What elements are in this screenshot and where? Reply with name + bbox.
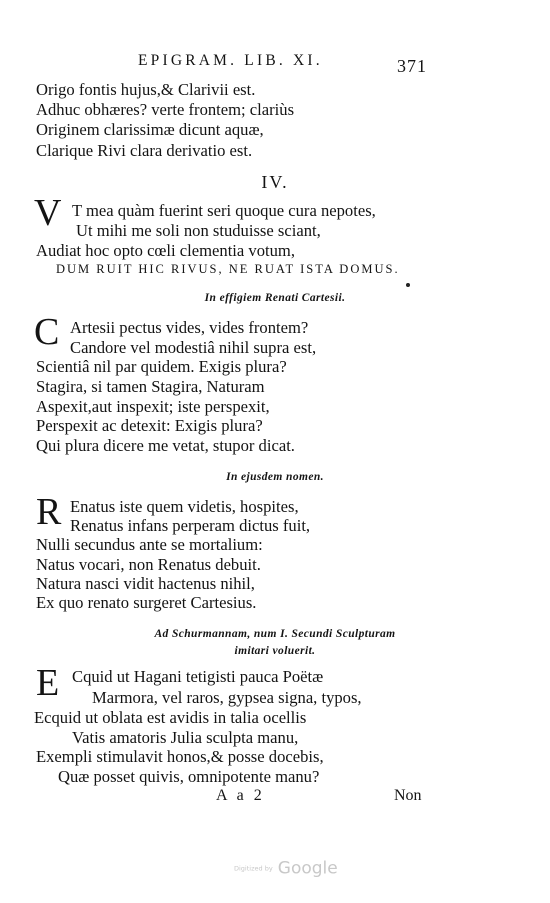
poem4-line: Enatus iste quem videtis, hospites,: [70, 497, 299, 516]
poem4-line: Natura nasci vidit hactenus nihil,: [36, 574, 255, 593]
poem3-line: Scientiâ nil par quidem. Exigis plura?: [36, 357, 287, 376]
poem5-title-continued: imitari voluerit.: [234, 645, 316, 657]
running-head: EPIGRAM. LIB. XI.: [138, 52, 323, 69]
page-header: [0, 52, 550, 76]
catchword: Non: [394, 787, 422, 804]
poem5-line: Cquid ut Hagani tetigisti pauca Poëtæ: [72, 667, 324, 686]
poem5-line: Exempli stimulavit honos,& posse docebis,: [36, 747, 324, 766]
poem4-line: Ex quo renato surgeret Cartesius.: [36, 593, 257, 612]
watermark-small-text: Digitized by: [234, 864, 273, 873]
poem5-title: Ad Schurmannam, num I. Secundi Sculpturam: [154, 628, 396, 640]
dropcap: E: [36, 662, 60, 704]
dropcap: R: [36, 491, 62, 533]
poem3-line: Aspexit,aut inspexit; iste perspexit,: [36, 397, 270, 416]
poem1-line: Clarique Rivi clara derivatio est.: [36, 141, 253, 160]
poem3-line: Artesii pectus vides, vides frontem?: [70, 318, 309, 337]
poem4-line: Nulli secundus ante se mortalium:: [36, 535, 263, 554]
signature-mark: A a 2: [216, 787, 265, 804]
poem2-closing-line: DUM RUIT HIC RIVUS, NE RUAT ISTA DOMUS.: [56, 262, 400, 276]
poem4-line: Natus vocari, non Renatus debuit.: [36, 555, 261, 574]
google-watermark: [234, 858, 338, 879]
poem1-line: Adhuc obhæres? verte frontem; clariùs: [36, 100, 295, 119]
poem5-line: Ecquid ut oblata est avidis in talia ocellis: [34, 708, 307, 727]
poem1-line: Origo fontis hujus,& Clarivii est.: [36, 80, 256, 99]
poem4-title: In ejusdem nomen.: [226, 471, 324, 483]
poem3-line: Qui plura dicere me vetat, stupor dicat.: [36, 436, 295, 455]
poem3-line: Perspexit ac detexit: Exigis plura?: [36, 416, 263, 435]
poem3-title: In effigiem Renati Cartesii.: [204, 292, 346, 304]
page-number: 371: [397, 56, 427, 76]
dropcap: V: [34, 192, 62, 234]
dropcap: C: [34, 311, 60, 353]
watermark-logo-text: Google: [277, 858, 338, 879]
poem3-line: Stagira, si tamen Stagira, Naturam: [36, 377, 265, 396]
poem2-line: T mea quàm fuerint seri quoque cura nepotes,: [72, 201, 376, 220]
poem5-line: Marmora, vel raros, gypsea signa, typos,: [92, 688, 362, 707]
ink-dot: [406, 283, 410, 287]
poem2-line: Ut mihi me soli non studuisse sciant,: [76, 221, 321, 240]
poem5-line: Quæ posset quivis, omnipotente manu?: [58, 767, 320, 786]
poem2-line: Audiat hoc opto cœli clementia votum,: [36, 241, 295, 260]
poem3-line: Candore vel modestiâ nihil supra est,: [70, 338, 317, 357]
poem5-line: Vatis amatoris Julia sculpta manu,: [72, 728, 299, 747]
poem4-line: Renatus infans perperam dictus fuit,: [70, 516, 311, 535]
poem1-line: Originem clarissimæ dicunt aquæ,: [36, 120, 264, 139]
section-number: IV.: [261, 172, 289, 192]
